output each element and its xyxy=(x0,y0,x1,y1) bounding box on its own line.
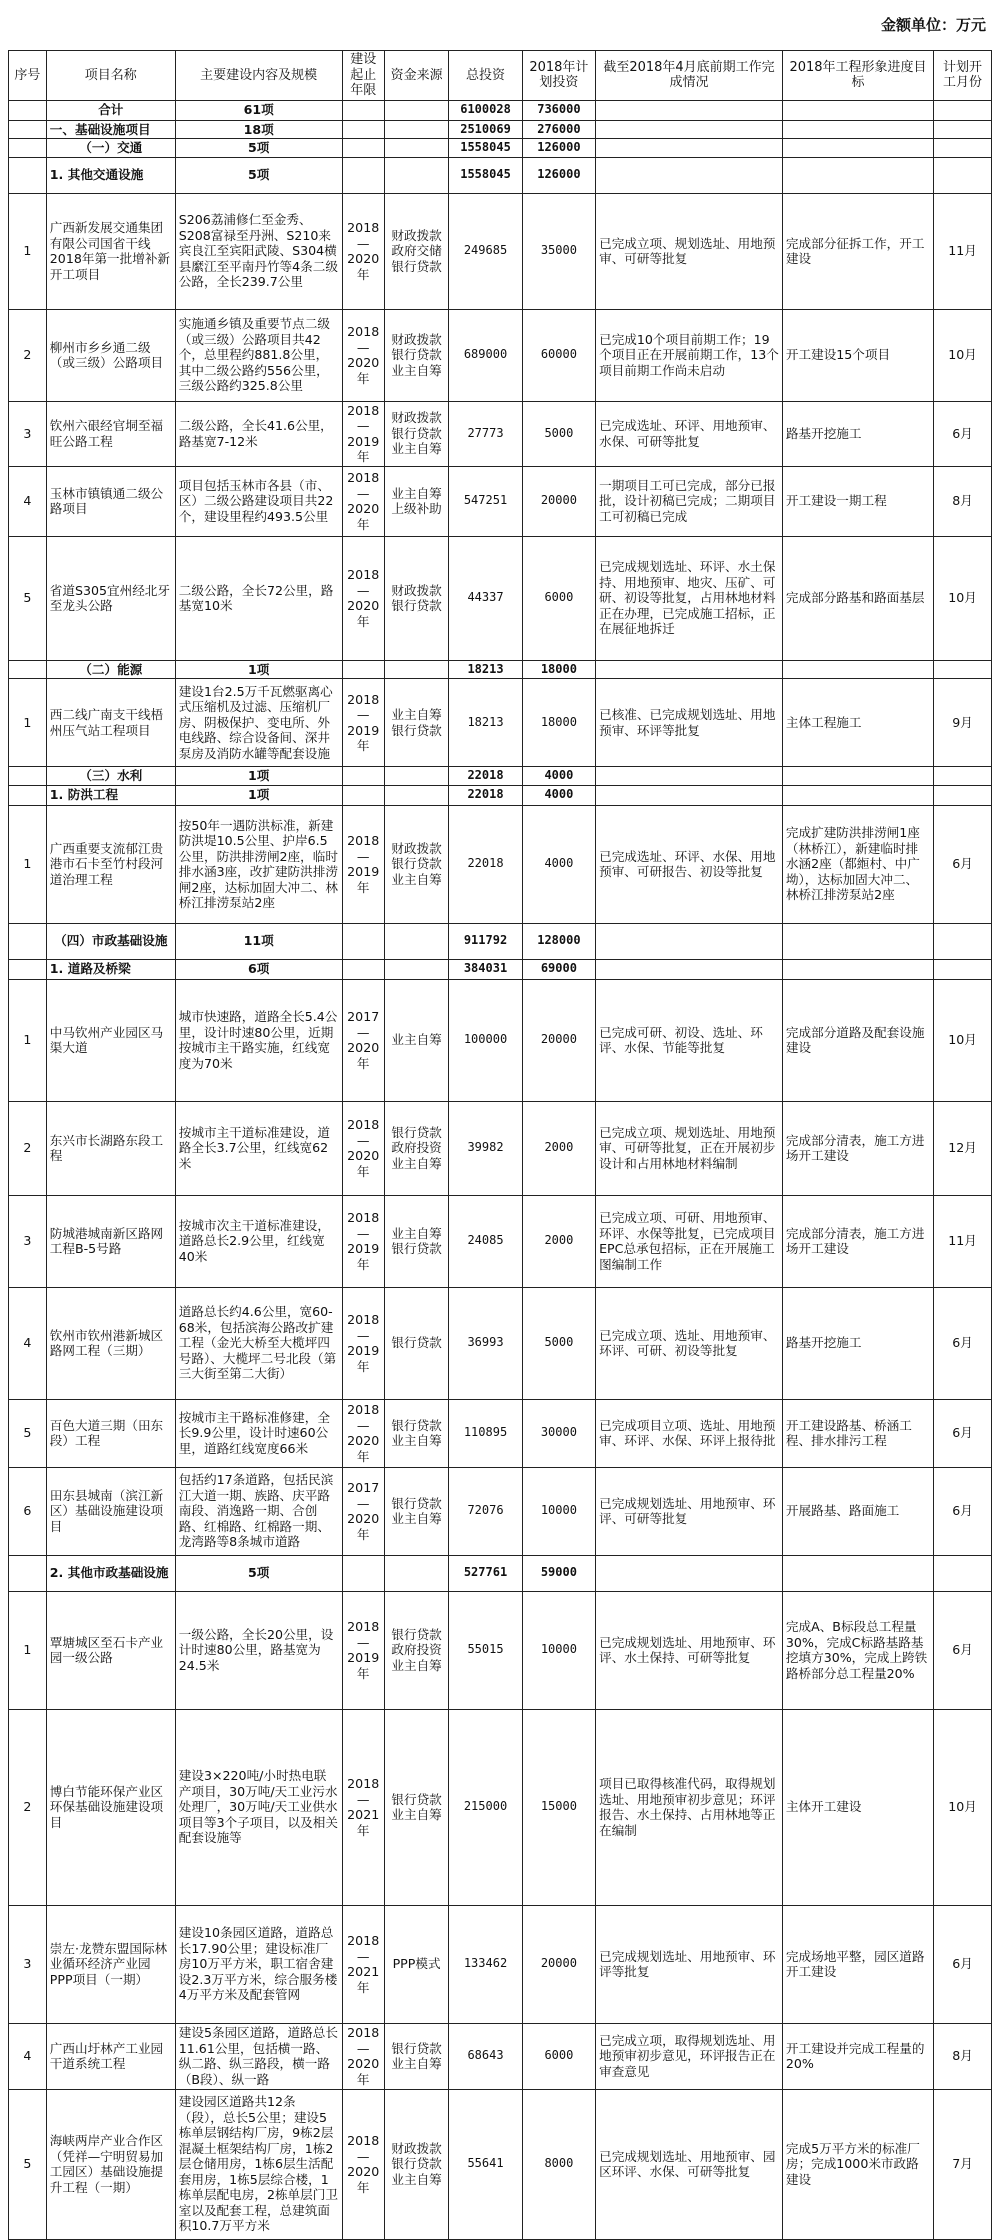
row-no: 2 xyxy=(9,1101,47,1195)
start-month: 6月 xyxy=(934,1905,992,2023)
row-no: 1 xyxy=(9,979,47,1101)
fund-source: 财政拨款银行贷款业主自筹 xyxy=(384,401,448,466)
col-header-name: 项目名称 xyxy=(46,51,175,101)
project-content: 项目包括玉林市各县（市、区）二级公路建设项目共22个，建设里程约493.5公里 xyxy=(175,466,342,536)
start-month: 10月 xyxy=(934,1709,992,1905)
table-row xyxy=(9,1287,992,1399)
total-investment: 36993 xyxy=(449,1287,522,1399)
section-total: 1558045 xyxy=(449,139,522,158)
project-name: 防城港城南新区路网工程B-5号路 xyxy=(46,1195,175,1287)
project-years: 2018—2020年 xyxy=(342,2089,384,2239)
row-no: 3 xyxy=(9,1195,47,1287)
table-row xyxy=(9,1195,992,1287)
project-name: 田东县城南（滨江新区）基础设施建设项目 xyxy=(46,1467,175,1555)
total-investment: 72076 xyxy=(449,1467,522,1555)
project-content: 二级公路，全长72公里，路基宽10米 xyxy=(175,536,342,660)
project-content: 建设3×220吨/小时热电联产项目，30万吨/天工业污水处理厂，30万吨/天工业供水项目等3个子项目，以及相关配套设施等 xyxy=(175,1709,342,1905)
section-name: 一、基础设施项目 xyxy=(46,120,175,139)
plan-investment: 2000 xyxy=(522,1195,595,1287)
plan-investment: 20000 xyxy=(522,979,595,1101)
total-investment: 22018 xyxy=(449,805,522,923)
row-no: 4 xyxy=(9,2023,47,2089)
plan-investment: 35000 xyxy=(522,193,595,309)
section-count: 6项 xyxy=(175,959,342,979)
progress-target: 完成部分清表，施工方进场开工建设 xyxy=(782,1101,933,1195)
section-row-h1 xyxy=(9,120,992,139)
start-month: 12月 xyxy=(934,1101,992,1195)
section-name: （一）交通 xyxy=(46,139,175,158)
table-row xyxy=(9,1905,992,2023)
project-content: 道路总长约4.6公里，宽60-68米，包括滨海公路改扩建工程（金光大桥至大榄坪四号路）、大榄坪二号北段（第三大街至第二大街） xyxy=(175,1287,342,1399)
plan-investment: 20000 xyxy=(522,466,595,536)
row-no: 1 xyxy=(9,1591,47,1709)
table-row xyxy=(9,2023,992,2089)
project-name: 崇左·龙赞东盟国际林业循环经济产业园PPP项目（一期） xyxy=(46,1905,175,2023)
start-month: 10月 xyxy=(934,979,992,1101)
fund-source: 银行贷款业主自筹 xyxy=(384,1399,448,1467)
progress-target: 开工建设一期工程 xyxy=(782,466,933,536)
project-name: 钦州市钦州港新城区路网工程（三期） xyxy=(46,1287,175,1399)
col-header-month: 计划开工月份 xyxy=(934,51,992,101)
section-total: 527761 xyxy=(449,1555,522,1591)
plan-investment: 5000 xyxy=(522,401,595,466)
col-header-total: 总投资 xyxy=(449,51,522,101)
row-no: 5 xyxy=(9,2089,47,2239)
total-row xyxy=(9,100,992,120)
section-plan: 126000 xyxy=(522,157,595,193)
section-total: 22018 xyxy=(449,767,522,786)
col-header-no: 序号 xyxy=(9,51,47,101)
project-content: 建设1台2.5万千瓦燃驱离心式压缩机及过滤、压缩机厂房、阴极保护、变电所、外电线路、综合设备间、深井泵房及消防水罐等配套设施 xyxy=(175,679,342,767)
table-row xyxy=(9,536,992,660)
section-count: 1项 xyxy=(175,660,342,679)
project-name: 柳州市乡乡通二级（或三级）公路项目 xyxy=(46,309,175,401)
start-month: 6月 xyxy=(934,1287,992,1399)
progress-target: 完成部分道路及配套设施建设 xyxy=(782,979,933,1101)
start-month: 8月 xyxy=(934,466,992,536)
plan-investment: 18000 xyxy=(522,679,595,767)
amount-unit-label: 金额单位：万元 xyxy=(880,16,986,34)
plan-investment: 60000 xyxy=(522,309,595,401)
section-name: （三）水利 xyxy=(46,767,175,786)
start-month: 6月 xyxy=(934,401,992,466)
project-years: 2018—2019年 xyxy=(342,401,384,466)
progress-status: 已完成项目立项、选址、用地预审、环评、水保、环评上报待批 xyxy=(596,1399,783,1467)
project-name: 钦州六硍经官垌至福旺公路工程 xyxy=(46,401,175,466)
progress-status: 已完成规划选址、用地预审、园区环评、水保、可研等批复 xyxy=(596,2089,783,2239)
header-row xyxy=(9,51,992,101)
project-content: 按城市主干道标准建设，道路全长3.7公里，红线宽62米 xyxy=(175,1101,342,1195)
progress-target: 完成A、B标段总工程量30%，完成C标路基路基挖填方30%，完成上跨铁路桥部分总工程量20% xyxy=(782,1591,933,1709)
fund-source: 业主自筹银行贷款 xyxy=(384,679,448,767)
table-row xyxy=(9,1101,992,1195)
project-name: 覃塘城区至石卡产业园一级公路 xyxy=(46,1591,175,1709)
project-years: 2018—2020年 xyxy=(342,2023,384,2089)
table-row xyxy=(9,1467,992,1555)
project-years: 2018—2020年 xyxy=(342,1101,384,1195)
fund-source: 财政拨款银行贷款 xyxy=(384,536,448,660)
fund-source: 财政拨款政府交储银行贷款 xyxy=(384,193,448,309)
section-plan: 128000 xyxy=(522,923,595,959)
progress-status: 已完成选址、环评、用地预审、水保、可研等批复 xyxy=(596,401,783,466)
project-years: 2018—2020年 xyxy=(342,536,384,660)
plan-investment: 20000 xyxy=(522,1905,595,2023)
section-name: 2. 其他市政基础设施 xyxy=(46,1555,175,1591)
fund-source: 财政拨款银行贷款业主自筹 xyxy=(384,2089,448,2239)
fund-source: 银行贷款业主自筹 xyxy=(384,1709,448,1905)
section-total: 911792 xyxy=(449,923,522,959)
project-content: 按城市次主干道标准建设，道路总长2.9公里，红线宽40米 xyxy=(175,1195,342,1287)
start-month: 9月 xyxy=(934,679,992,767)
col-header-plan: 2018年计划投资 xyxy=(522,51,595,101)
plan-investment: 2000 xyxy=(522,1101,595,1195)
total-investment: 110895 xyxy=(449,1399,522,1467)
project-name: 广西新发展交通集团有限公司国省干线2018年第一批增补新开工项目 xyxy=(46,193,175,309)
section-name: 1. 防洪工程 xyxy=(46,785,175,805)
section-plan: 59000 xyxy=(522,1555,595,1591)
total-investment: 39982 xyxy=(449,1101,522,1195)
table-row xyxy=(9,979,992,1101)
section-name: （二）能源 xyxy=(46,660,175,679)
progress-status: 已完成可研、初设、选址、环评、水保、节能等批复 xyxy=(596,979,783,1101)
progress-target: 完成5万平方米的标准厂房；完成1000米市政路建设 xyxy=(782,2089,933,2239)
start-month: 10月 xyxy=(934,536,992,660)
progress-target: 完成场地平整，园区道路开工建设 xyxy=(782,1905,933,2023)
row-no: 3 xyxy=(9,401,47,466)
row-no: 2 xyxy=(9,1709,47,1905)
progress-target: 完成部分路基和路面基层 xyxy=(782,536,933,660)
project-years: 2017—2020年 xyxy=(342,979,384,1101)
fund-source: 银行贷款业主自筹 xyxy=(384,2023,448,2089)
project-content: 城市快速路，道路全长5.4公里，设计时速80公里，近期按城市主干路实施，红线宽度为70米 xyxy=(175,979,342,1101)
project-years: 2018—2021年 xyxy=(342,1709,384,1905)
project-years: 2018—2020年 xyxy=(342,1399,384,1467)
fund-source: 业主自筹上级补助 xyxy=(384,466,448,536)
section-plan: 18000 xyxy=(522,660,595,679)
project-years: 2017—2020年 xyxy=(342,1467,384,1555)
project-name: 博白节能环保产业区环保基础设施建设项目 xyxy=(46,1709,175,1905)
progress-status: 已完成立项，取得规划选址、用地预审初步意见，环评报告正在审查意见 xyxy=(596,2023,783,2089)
project-content: 建设5条园区道路，道路总长11.61公里，包括横一路、纵二路、纵三路段，横一路（B段）、纵一路 xyxy=(175,2023,342,2089)
total-investment: 6100028 xyxy=(449,100,522,120)
row-no: 2 xyxy=(9,309,47,401)
plan-investment: 4000 xyxy=(522,805,595,923)
project-table xyxy=(8,50,992,2240)
section-count: 5项 xyxy=(175,1555,342,1591)
table-row xyxy=(9,401,992,466)
start-month: 8月 xyxy=(934,2023,992,2089)
col-header-years: 建设起止年限 xyxy=(342,51,384,101)
project-years: 2018—2019年 xyxy=(342,1287,384,1399)
table-row xyxy=(9,193,992,309)
start-month: 6月 xyxy=(934,1467,992,1555)
progress-target: 开工建设并完成工程量的20% xyxy=(782,2023,933,2089)
project-years: 2018—2021年 xyxy=(342,1905,384,2023)
section-total: 384031 xyxy=(449,959,522,979)
total-investment: 55015 xyxy=(449,1591,522,1709)
section-row-h3 xyxy=(9,785,992,805)
progress-status: 已完成立项、规划选址、用地预审、可研等批复 xyxy=(596,193,783,309)
progress-status: 已完成立项、选址、用地预审、环评、可研、初设等批复 xyxy=(596,1287,783,1399)
section-row-h2 xyxy=(9,923,992,959)
progress-target: 完成部分征拆工作，开工建设 xyxy=(782,193,933,309)
total-plan: 736000 xyxy=(522,100,595,120)
progress-status: 已完成立项、规划选址、用地预审、可研等批复，正在开展初步设计和占用林地材料编制 xyxy=(596,1101,783,1195)
project-name: 广西山圩林产工业园干道系统工程 xyxy=(46,2023,175,2089)
row-no: 3 xyxy=(9,1905,47,2023)
plan-investment: 10000 xyxy=(522,1591,595,1709)
total-investment: 27773 xyxy=(449,401,522,466)
fund-source: PPP模式 xyxy=(384,1905,448,2023)
plan-investment: 6000 xyxy=(522,536,595,660)
progress-status: 已完成规划选址、用地预审、环评、可研等批复 xyxy=(596,1467,783,1555)
progress-target: 开展路基、路面施工 xyxy=(782,1467,933,1555)
project-name: 广西重要支流郁江贵港市石卡至竹村段河道治理工程 xyxy=(46,805,175,923)
project-name: 百色大道三期（田东段）工程 xyxy=(46,1399,175,1467)
section-total: 2510069 xyxy=(449,120,522,139)
progress-target: 路基开挖施工 xyxy=(782,1287,933,1399)
section-plan: 69000 xyxy=(522,959,595,979)
plan-investment: 5000 xyxy=(522,1287,595,1399)
plan-investment: 6000 xyxy=(522,2023,595,2089)
progress-status: 一期项目工可已完成，部分已报批，设计初稿已完成；二期项目工可初稿已完成 xyxy=(596,466,783,536)
section-row-h3 xyxy=(9,959,992,979)
table-row xyxy=(9,805,992,923)
progress-status: 已核准、已完成规划选址、用地预审、环评等批复 xyxy=(596,679,783,767)
plan-investment: 15000 xyxy=(522,1709,595,1905)
progress-status: 已完成规划选址、用地预审、环评、水土保持、可研等批复 xyxy=(596,1591,783,1709)
project-name: 玉林市镇镇通二级公路项目 xyxy=(46,466,175,536)
table-row xyxy=(9,1399,992,1467)
project-content: 包括约17条道路，包括民滨江大道一期、族路、庆平路南段、消逸路一期、合创路、红棉路、红棉路一期、龙湾路等8条城市道路 xyxy=(175,1467,342,1555)
total-name: 合计 xyxy=(46,100,175,120)
section-count: 18项 xyxy=(175,120,342,139)
col-header-fund: 资金来源 xyxy=(384,51,448,101)
section-plan: 4000 xyxy=(522,785,595,805)
progress-status: 已完成选址、环评、水保、用地预审、可研报告、初设等批复 xyxy=(596,805,783,923)
row-no: 1 xyxy=(9,679,47,767)
row-no: 4 xyxy=(9,1287,47,1399)
project-content: 按50年一遇防洪标准，新建防洪堤10.5公里、护岸6.5公里，防洪排涝闸2座，临时排水涵3座，改扩建防洪排涝闸2座，达标加固大冲二、林桥江排涝泵站2座 xyxy=(175,805,342,923)
section-plan: 276000 xyxy=(522,120,595,139)
fund-source: 银行贷款 xyxy=(384,1287,448,1399)
section-row-h3 xyxy=(9,1555,992,1591)
total-investment: 133462 xyxy=(449,1905,522,2023)
progress-status: 已完成立项、可研、用地预审、环评、水保等批复，已完成项目EPC总承包招标，正在开展施工图编制工作 xyxy=(596,1195,783,1287)
project-content: 按城市主干路标准修建，全长9.9公里，设计时速60公里，道路红线宽度66米 xyxy=(175,1399,342,1467)
project-years: 2018—2019年 xyxy=(342,805,384,923)
progress-status: 已完成规划选址、环评、水土保持、用地预审、地灾、压矿、可研、初设等批复，占用林地材料正在办理，已完成施工招标，正在展征地拆迁 xyxy=(596,536,783,660)
project-name: 西二线广南支干线梧州压气站工程项目 xyxy=(46,679,175,767)
fund-source: 业主自筹银行贷款 xyxy=(384,1195,448,1287)
start-month: 10月 xyxy=(934,309,992,401)
section-name: （四）市政基础设施 xyxy=(46,923,175,959)
start-month: 11月 xyxy=(934,193,992,309)
fund-source: 业主自筹 xyxy=(384,979,448,1101)
progress-target: 主体工程施工 xyxy=(782,679,933,767)
start-month: 6月 xyxy=(934,805,992,923)
total-investment: 44337 xyxy=(449,536,522,660)
total-count: 61项 xyxy=(175,100,342,120)
fund-source: 财政拨款银行贷款业主自筹 xyxy=(384,309,448,401)
total-investment: 249685 xyxy=(449,193,522,309)
total-investment: 68643 xyxy=(449,2023,522,2089)
col-header-status: 截至2018年4月底前期工作完成情况 xyxy=(596,51,783,101)
project-content: 一级公路，全长20公里，设计时速80公里，路基宽为24.5米 xyxy=(175,1591,342,1709)
start-month: 11月 xyxy=(934,1195,992,1287)
fund-source: 银行贷款政府投资业主自筹 xyxy=(384,1591,448,1709)
section-total: 22018 xyxy=(449,785,522,805)
project-content: 二级公路，全长41.6公里，路基宽7-12米 xyxy=(175,401,342,466)
section-name: 1. 其他交通设施 xyxy=(46,157,175,193)
table-row xyxy=(9,1709,992,1905)
progress-target: 完成扩建防洪排涝闸1座（林桥江），新建临时排水涵2座（都縆村、中广坳），达标加固大冲二、林桥江排涝泵站2座 xyxy=(782,805,933,923)
section-count: 5项 xyxy=(175,157,342,193)
fund-source: 财政拨款银行贷款业主自筹 xyxy=(384,805,448,923)
project-content: S206荔浦修仁至金秀、S208富禄至丹洲、S210来宾良江至宾阳武陵、S304横县縻江至平南丹竹等4条二级公路，全长239.7公里 xyxy=(175,193,342,309)
col-header-target: 2018年工程形象进度目标 xyxy=(782,51,933,101)
table-row xyxy=(9,309,992,401)
project-content: 建设10条园区道路，道路总长17.90公里；建设标准厂房10万平方米，职工宿舍建设2.3万平方米，综合服务楼4万平方米及配套管网 xyxy=(175,1905,342,2023)
fund-source: 银行贷款业主自筹 xyxy=(384,1467,448,1555)
section-count: 1项 xyxy=(175,767,342,786)
section-plan: 126000 xyxy=(522,139,595,158)
total-investment: 215000 xyxy=(449,1709,522,1905)
section-count: 5项 xyxy=(175,139,342,158)
section-row-h2 xyxy=(9,660,992,679)
section-count: 1项 xyxy=(175,785,342,805)
row-no: 6 xyxy=(9,1467,47,1555)
section-row-h2 xyxy=(9,139,992,158)
table-row xyxy=(9,2089,992,2239)
project-content: 实施通乡镇及重要节点二级（或三级）公路项目共42个，总里程约881.8公里，其中二级公路约556公里，三级公路约325.8公里 xyxy=(175,309,342,401)
total-investment: 100000 xyxy=(449,979,522,1101)
progress-target: 完成部分清表，施工方进场开工建设 xyxy=(782,1195,933,1287)
plan-investment: 10000 xyxy=(522,1467,595,1555)
total-investment: 547251 xyxy=(449,466,522,536)
table-row xyxy=(9,1591,992,1709)
project-years: 2018—2019年 xyxy=(342,1591,384,1709)
project-years: 2018—2019年 xyxy=(342,1195,384,1287)
plan-investment: 30000 xyxy=(522,1399,595,1467)
section-row-h2 xyxy=(9,767,992,786)
project-years: 2018—2020年 xyxy=(342,309,384,401)
row-no: 1 xyxy=(9,805,47,923)
progress-status: 已完成10个项目前期工作；19个项目正在开展前期工作，13个项目前期工作尚未启动 xyxy=(596,309,783,401)
table-row xyxy=(9,466,992,536)
section-plan: 4000 xyxy=(522,767,595,786)
section-row-h3 xyxy=(9,157,992,193)
section-total: 18213 xyxy=(449,660,522,679)
start-month: 6月 xyxy=(934,1399,992,1467)
plan-investment: 8000 xyxy=(522,2089,595,2239)
row-no: 5 xyxy=(9,536,47,660)
total-investment: 18213 xyxy=(449,679,522,767)
progress-status: 项目已取得核准代码，取得规划选址、用地预审初步意见；环评报告、水土保持、占用林地等正在编制 xyxy=(596,1709,783,1905)
project-name: 中马钦州产业园区马渠大道 xyxy=(46,979,175,1101)
project-name: 省道S305宜州经北牙至龙头公路 xyxy=(46,536,175,660)
project-years: 2018—2019年 xyxy=(342,679,384,767)
row-no: 5 xyxy=(9,1399,47,1467)
total-investment: 24085 xyxy=(449,1195,522,1287)
row-no: 4 xyxy=(9,466,47,536)
fund-source: 银行贷款政府投资业主自筹 xyxy=(384,1101,448,1195)
project-years: 2018—2020年 xyxy=(342,466,384,536)
project-content: 建设园区道路共12条（段），总长5公里；建设5栋单层钢结构厂房，9栋2层混凝土框架结构厂房，1栋2层仓储用房，1栋6层生活配套用房，1栋5层综合楼，1栋单层配电房，2栋单层门卫室以及配套工程，总建筑面积10.7万平方米 xyxy=(175,2089,342,2239)
progress-target: 开工建设路基、桥涵工程、排水排污工程 xyxy=(782,1399,933,1467)
total-investment: 55641 xyxy=(449,2089,522,2239)
progress-target: 主体开工建设 xyxy=(782,1709,933,1905)
section-name: 1. 道路及桥梁 xyxy=(46,959,175,979)
section-total: 1558045 xyxy=(449,157,522,193)
section-count: 11项 xyxy=(175,923,342,959)
total-investment: 689000 xyxy=(449,309,522,401)
start-month: 7月 xyxy=(934,2089,992,2239)
table-row xyxy=(9,679,992,767)
start-month: 6月 xyxy=(934,1591,992,1709)
progress-target: 路基开挖施工 xyxy=(782,401,933,466)
col-header-content: 主要建设内容及规模 xyxy=(175,51,342,101)
project-name: 海峡两岸产业合作区（凭祥—宁明贸易加工园区）基础设施提升工程（一期） xyxy=(46,2089,175,2239)
row-no: 1 xyxy=(9,193,47,309)
project-years: 2018—2020年 xyxy=(342,193,384,309)
progress-status: 已完成规划选址、用地预审、环评等批复 xyxy=(596,1905,783,2023)
progress-target: 开工建设15个项目 xyxy=(782,309,933,401)
project-name: 东兴市长湖路东段工程 xyxy=(46,1101,175,1195)
